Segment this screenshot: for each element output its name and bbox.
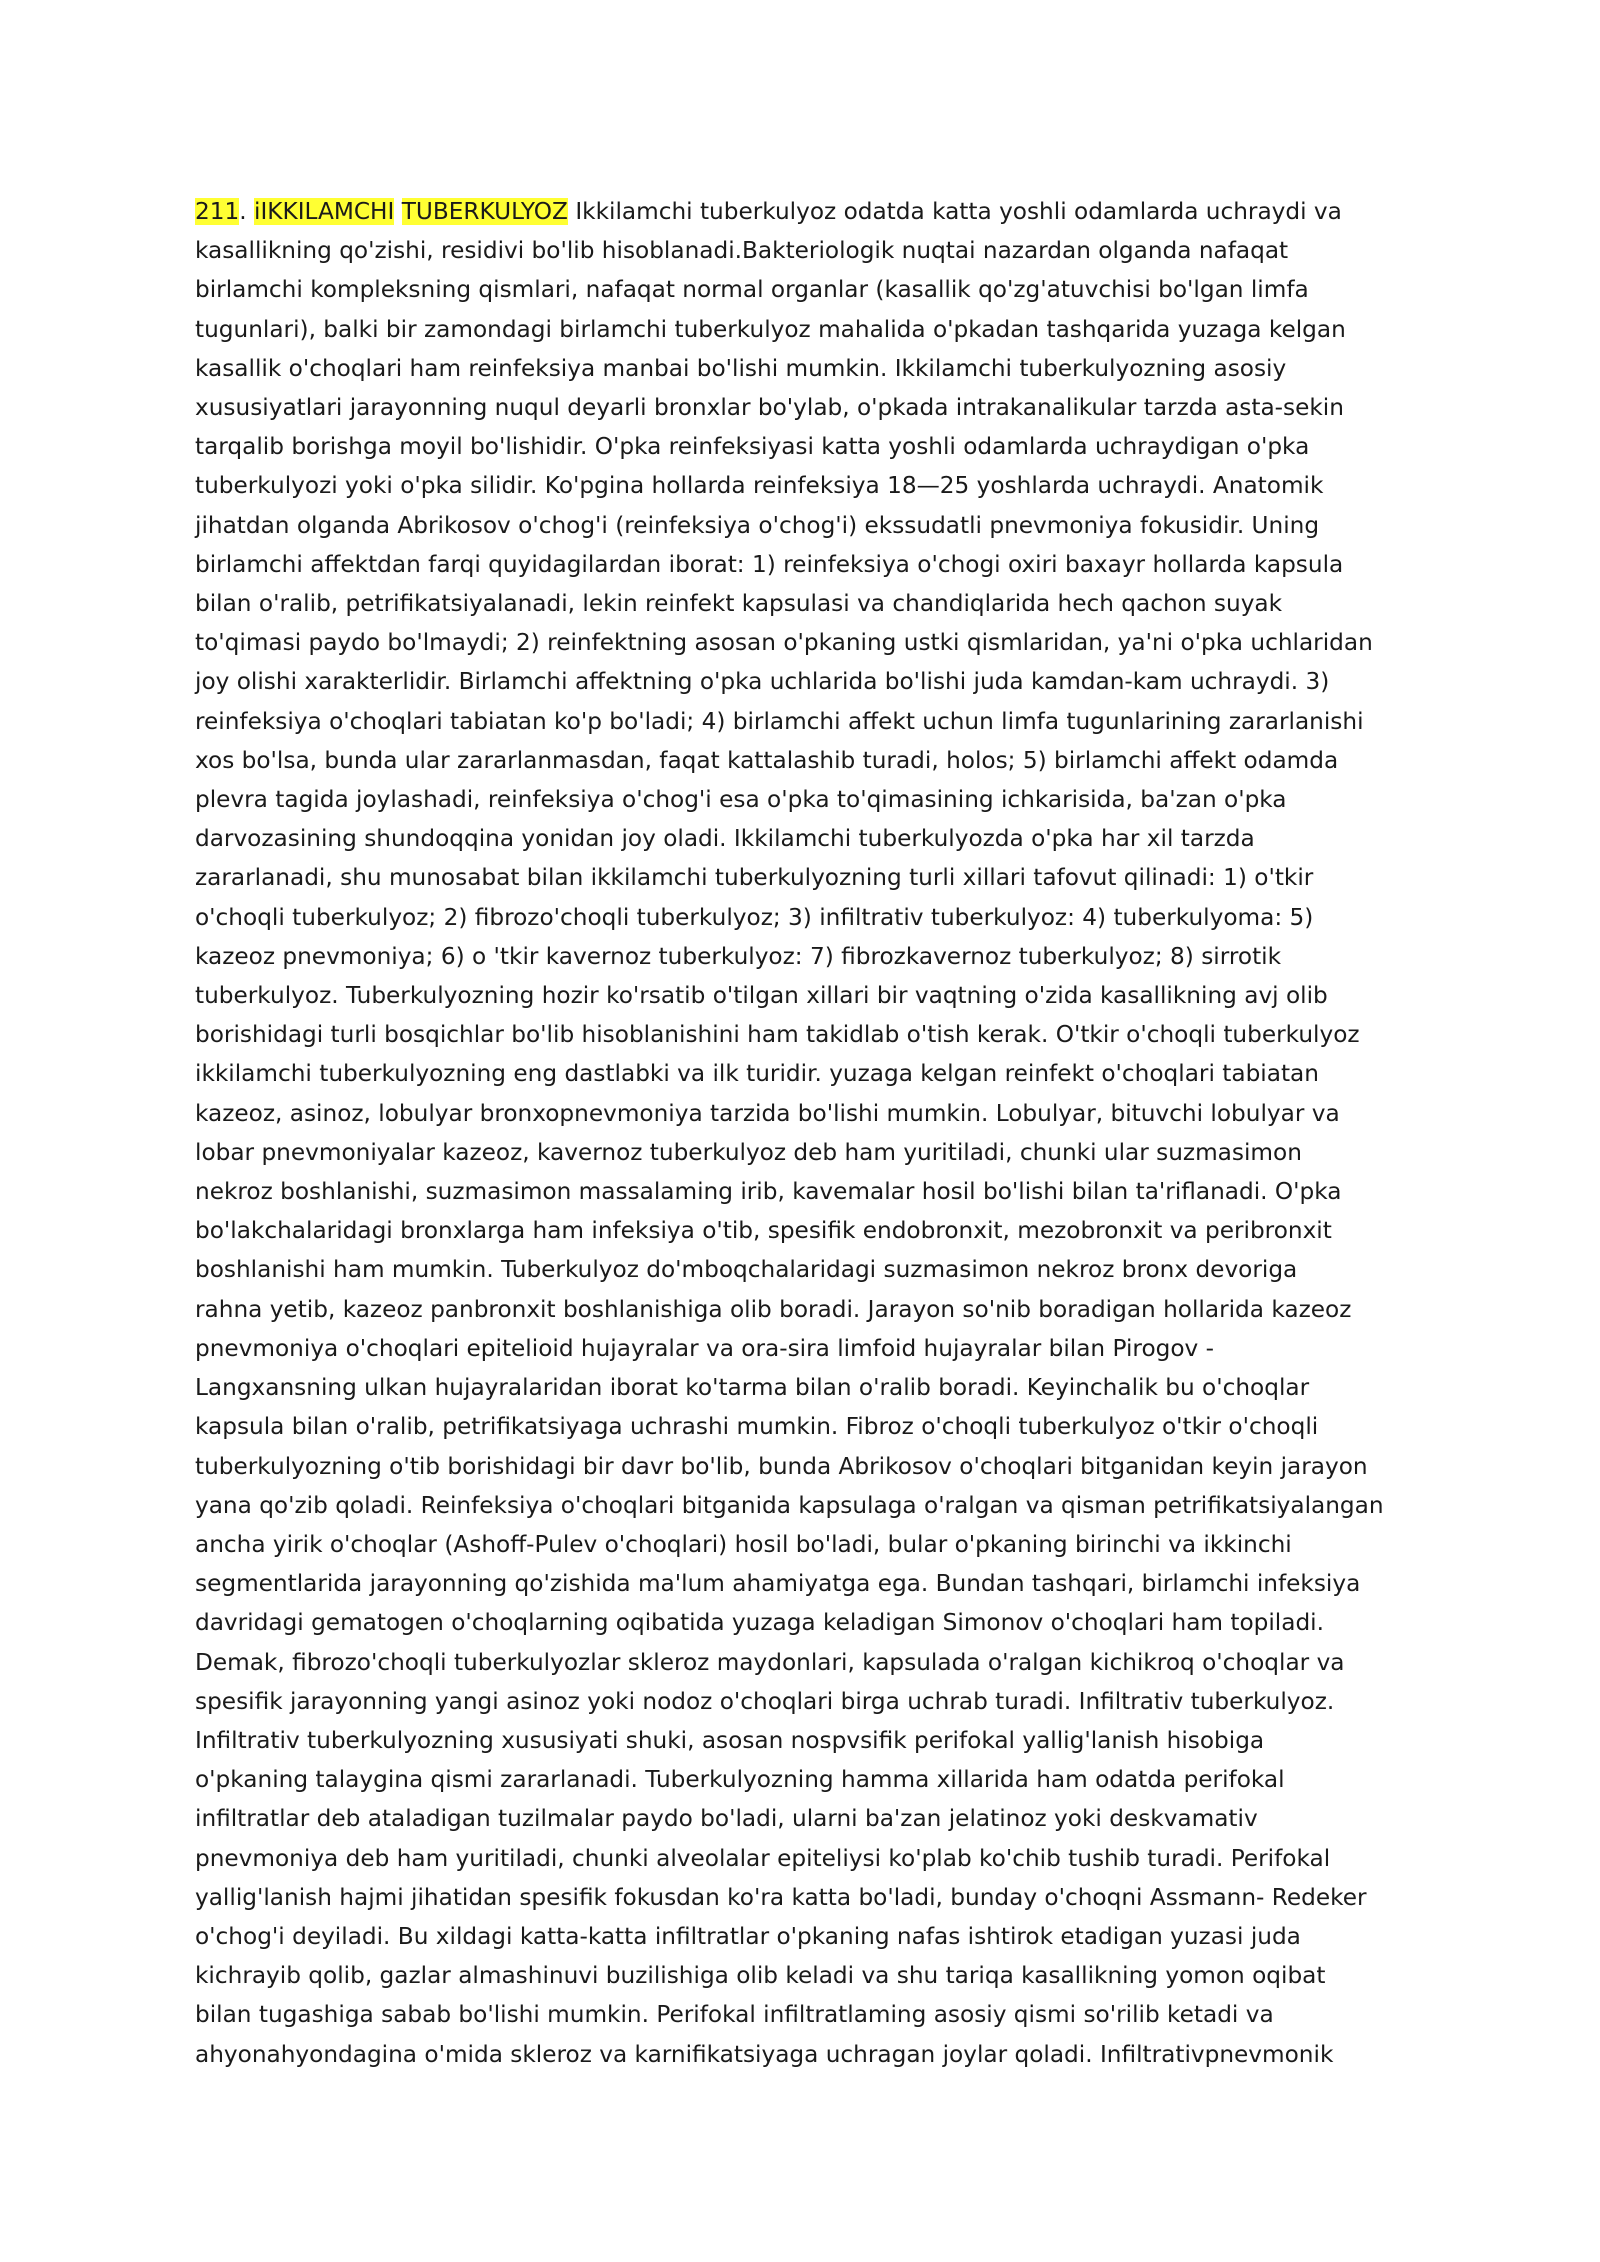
text-line: lobar pnevmoniyalar kazeoz, kavernoz tuberkulyoz deb ham yuritiladi, chunki ular suzmasimon — [195, 1138, 1302, 1166]
highlighted-heading-word-2: TUBERKULYOZ — [401, 198, 568, 225]
text-line: o'choqli tuberkulyoz; 2) fibrozo'choqli tuberkulyoz; 3) infiltrativ tuberkulyoz: 4) tuberkulyoma: 5) — [195, 903, 1314, 931]
paragraph-lines — [195, 198, 1384, 2068]
text-line: birlamchi affektdan farqi quyidagilardan iborat: 1) reinfeksiya o'chogi oxiri baxayr hollarda kapsula — [195, 550, 1344, 578]
highlighted-number: 211 — [195, 198, 240, 225]
text-line: ahyonahyondagina o'mida skleroz va karnifikatsiyaga uchragan joylar qoladi. Infiltrativpnevmonik — [195, 2040, 1334, 2068]
text-line: joy olishi xarakterlidir. Birlamchi affektning o'pka uchlarida bo'lishi juda kamdan-kam uchraydi. 3) — [195, 668, 1330, 696]
text-line: plevra tagida joylashadi, reinfeksiya o'chog'i esa o'pka to'qimasining ichkarisida, ba'zan o'pka — [195, 786, 1287, 814]
text-line: o'pkaning talaygina qismi zararlanadi. Tuberkulyozning hamma xillarida ham odatda perifokal — [195, 1766, 1285, 1794]
text-line: ancha yirik o'choqlar (Ashoff-Pulev o'choqlari) hosil bo'ladi, bular o'pkaning birinchi va ikkinchi — [195, 1530, 1292, 1558]
text-line: pnevmoniya deb ham yuritiladi, chunki alveolalar epiteliysi ko'plab ko'chib tushib turadi. Perifokal — [195, 1844, 1331, 1872]
text-line: to'qimasi paydo bo'lmaydi; 2) reinfektning asosan o'pkaning ustki qismlaridan, ya'ni o'pka uchlaridan — [195, 629, 1373, 657]
text-line: rahna yetib, kazeoz panbronxit boshlanishiga olib boradi. Jarayon so'nib boradigan hollarida kazeoz — [195, 1295, 1352, 1323]
text-line: o'chog'i deyiladi. Bu xildagi katta-katta infiltratlar o'pkaning nafas ishtirok etadigan yuzasi juda — [195, 1922, 1301, 1950]
text-line: bilan tugashiga sabab bo'lishi mumkin. Perifokal infiltratlaming asosiy qismi so'rilib ketadi va — [195, 2001, 1274, 2029]
text-line: kasallik o'choqlari ham reinfeksiya manbai bo'lishi mumkin. Ikkilamchi tuberkulyozning asosiy — [195, 354, 1287, 382]
text-line: tuberkulyozi yoki o'pka silidir. Ko'pgina hollarda reinfeksiya 18—25 yoshlarda uchraydi. Anatomik — [195, 472, 1324, 500]
body-paragraph: 211. iIKKILAMCHI TUBERKULYOZ Ikkilamchi tuberkulyoz odatda katta yoshli odamlarda uchraydi va kasallikning qo'zishi, residivi bo'lib hisoblanadi.Bakteriologik nuqtai nazardan olganda nafaqat birlamchi kompleksning qismlari, nafaqat normal organlar (kasallik qo'zg'atuvchisi bo'lgan limfa tugunlari), balki bir zamondagi birlamchi tuberkulyoz mahalida o'pkadan tashqarida yuzaga kelgan kasallik o'choqlari ham reinfeksiya manbai bo'lishi mumkin. Ikkilamchi tuberkulyozning asosiy xususiyatlari jarayonning nuqul deyarli bronxlar bo'ylab, o'pkada intrakanalikular tarzda asta-sekin tarqalib borishga moyil bo'lishidir. O'pka reinfeksiyasi katta yoshli odamlarda uchraydigan o'pka tuberkulyozi yoki o'pka silidir. Ko'pgina hollarda reinfeksiya 18—25 yoshlarda uchraydi. Anatomik jihatdan olganda Abrikosov o'chog'i (reinfeksiya o'chog'i) ekssudatli pnevmoniya fokusidir. Uning birlamchi affektdan farqi quyidagilardan iborat: 1) reinfeksiya o'chogi oxiri baxayr hollarda kapsula bilan o'ralib, petrifikatsiyalanadi, lekin reinfekt kapsulasi va chandiqlarida hech qachon suyak to'qimasi paydo bo'lmaydi; 2) reinfektning asosan o'pkaning ustki qismlaridan, ya'ni o'pka uchlaridan joy olishi xarakterlidir. Birlamchi affektning o'pka uchlarida bo'lishi juda kamdan-kam uchraydi. 3) reinfeksiya o'choqlari tabiatan ko'p bo'ladi; 4) birlamchi affekt uchun limfa tugunlarining zararlanishi xos bo'lsa, bunda ular zararlanmasdan, faqat kattalashib turadi, holos; 5) birlamchi affekt odamda plevra tagida joylashadi, reinfeksiya o'chog'i esa o'pka to'qimasining ichkarisida, ba'zan o'pka darvozasining shundoqqina yonidan joy oladi. Ikkilamchi tuberkulyozda o'pka har xil tarzda zararlanadi, shu munosabat bilan ikkilamchi tuberkulyozning turli xillari tafovut qilinadi: 1) o'tkir o'choqli tuberkulyoz; 2) fibrozo'choqli tuberkulyoz; 3) infiltrativ tuberkulyoz: 4) tuberkulyoma: 5) kazeoz pnevmoniya; 6) o 'tkir kavernoz tuberkulyoz: 7) fibrozkavernoz tuberkulyoz; 8) sirrotik tuberkulyoz. Tuberkulyozning hozir ko'rsatib o'tilgan xillari bir vaqtning o'zida kasallikning avj olib borishidagi turli bosqichlar bo'lib hisoblanishini ham takidlab o'tish kerak. O'tkir o'choqli tuberkulyoz ikkilamchi tuberkulyozning eng dastlabki va ilk turidir. yuzaga kelgan reinfekt o'choqlari tabiatan kazeoz, asinoz, lobulyar bronxopnevmoniya tarzida bo'lishi mumkin. Lobulyar, bituvchi lobulyar va lobar pnevmoniyalar kazeoz, kavernoz tuberkulyoz deb ham yuritiladi, chunki ular suzmasimon nekroz boshlanishi, suzmasimon massalaming irib, kavemalar hosil bo'lishi bilan ta'riflanadi. O'pka bo'lakchalaridagi bronxlarga ham infeksiya o'tib, spesifik endobronxit, mezobronxit va peribronxit boshlanishi ham mumkin. Tuberkulyoz do'mboqchalaridagi suzmasimon nekroz bronx devoriga rahna yetib, kazeoz panbronxit boshlanishiga olib boradi. Jarayon so'nib boradigan hollarida kazeoz pnevmoniya o'choqlari epitelioid hujayralar va ora-sira limfoid hujayralar bilan Pirogov - Langxansning ulkan hujayralaridan iborat ko'tarma bilan o'ralib boradi. Keyinchalik bu o'choqlar kapsula bilan o'ralib, petrifikatsiyaga uchrashi mumkin. Fibroz o'choqli tuberkulyoz o'tkir o'choqli tuberkulyozning o'tib borishidagi bir davr bo'lib, bunda Abrikosov o'choqlari bitganidan keyin jarayon yana qo'zib qoladi. Reinfeksiya o'choqlari bitganida kapsulaga o'ralgan va qisman petrifikatsiyalangan ancha yirik o'choqlar (Ashoff-Pulev o'choqlari) hosil bo'ladi, bular o'pkaning birinchi va ikkinchi segmentlarida jarayonning qo'zishida ma'lum ahamiyatga ega. Bundan tashqari, birlamchi infeksiya davridagi gematogen o'choqlarning oqibatida yuzaga keladigan Simonov o'choqlari ham topiladi. Demak, fibrozo'choqli tuberkulyozlar skleroz maydonlari, kapsulada o'ralgan kichikroq o'choqlar va spesifik jarayonning yangi asinoz yoki nodoz o'choqlari birga uchrab turadi. Infiltrativ tuberkulyoz. Infiltrativ tuberkulyozning xususiyati shuki, asosan nospvsifik perifokal yallig'lanish hisobiga o'pkaning talaygina qismi zararlanadi. Tuberkulyozning hamma xillarida ham odatda perifokal infiltratlar deb ataladigan tuzilmalar paydo bo'ladi, ularni ba'zan jelatinoz yoki deskvamativ pnevmoniya deb ham yuritiladi, chunki alveolalar epiteliysi ko'plab ko'chib tushib turadi. Perifokal yallig'lanish hajmi jihatidan spesifik fokusdan ko'ra katta bo'ladi, bunday o'choqni Assmann- Redeker o'chog'i deyiladi. Bu xildagi katta-katta infiltratlar o'pkaning nafas ishtirok etadigan yuzasi juda kichrayib qolib, gazlar almashinuvi buzilishiga olib keladi va shu tariqa kasallikning yomon oqibat bilan tugashiga sabab bo'lishi mumkin. Perifokal infiltratlaming asosiy qismi so'rilib ketadi va ahyonahyondagina o'mida skleroz va karnifikatsiyaga uchragan joylar qoladi. Infiltrativpnevmonik — [195, 198, 1384, 2068]
text-line: darvozasining shundoqqina yonidan joy oladi. Ikkilamchi tuberkulyozda o'pka har xil tarzda — [195, 825, 1255, 853]
text-line: ikkilamchi tuberkulyozning eng dastlabki va ilk turidir. yuzaga kelgan reinfekt o'choqlari tabiatan — [195, 1060, 1319, 1088]
text-line: segmentlarida jarayonning qo'zishida ma'lum ahamiyatga ega. Bundan tashqari, birlamchi infeksiya — [195, 1570, 1361, 1598]
text-line: spesifik jarayonning yangi asinoz yoki nodoz o'choqlari birga uchrab turadi. Infiltrativ tuberkulyoz. — [195, 1687, 1335, 1715]
text-line: yana qo'zib qoladi. Reinfeksiya o'choqlari bitganida kapsulaga o'ralgan va qisman petrifikatsiyalangan — [195, 1491, 1384, 1519]
text-line: kichrayib qolib, gazlar almashinuvi buzilishiga olib keladi va shu tariqa kasallikning yomon oqibat — [195, 1962, 1326, 1990]
text-line: bilan o'ralib, petrifikatsiyalanadi, lekin reinfekt kapsulasi va chandiqlarida hech qachon suyak — [195, 590, 1283, 618]
text-line: tarqalib borishga moyil bo'lishidir. O'pka reinfeksiyasi katta yoshli odamlarda uchraydigan o'pka — [195, 433, 1310, 461]
text-line: xususiyatlari jarayonning nuqul deyarli bronxlar bo'ylab, o'pkada intrakanalikular tarzda asta-sekin — [195, 394, 1344, 422]
text-line: xos bo'lsa, bunda ular zararlanmasdan, faqat kattalashib turadi, holos; 5) birlamchi affekt odamda — [195, 746, 1339, 774]
text-line: jihatdan olganda Abrikosov o'chog'i (reinfeksiya o'chog'i) ekssudatli pnevmoniya fokusidir. Uning — [195, 511, 1320, 539]
text-line: birlamchi kompleksning qismlari, nafaqat normal organlar (kasallik qo'zg'atuvchisi bo'lgan limfa — [195, 276, 1309, 304]
text-line: Infiltrativ tuberkulyozning xususiyati shuki, asosan nospvsifik perifokal yallig'lanish hisobiga — [195, 1726, 1265, 1754]
text-line: infiltratlar deb ataladigan tuzilmalar paydo bo'ladi, ularni ba'zan jelatinoz yoki deskvamativ — [195, 1805, 1258, 1833]
text-line: tuberkulyozning o'tib borishidagi bir davr bo'lib, bunda Abrikosov o'choqlari bitganidan keyin jarayon — [195, 1452, 1368, 1480]
text-line: tuberkulyoz. Tuberkulyozning hozir ko'rsatib o'tilgan xillari bir vaqtning o'zida kasallikning avj olib — [195, 982, 1328, 1010]
text-line: Demak, fibrozo'choqli tuberkulyozlar skleroz maydonlari, kapsulada o'ralgan kichikroq o'choqlar va — [195, 1648, 1345, 1676]
text-line: borishidagi turli bosqichlar bo'lib hisoblanishini ham takidlab o'tish kerak. O'tkir o'choqli tuberkulyoz — [195, 1021, 1360, 1049]
text-line: kazeoz pnevmoniya; 6) o 'tkir kavernoz tuberkulyoz: 7) fibrozkavernoz tuberkulyoz; 8) sirrotik — [195, 942, 1282, 970]
text-line: tugunlari), balki bir zamondagi birlamchi tuberkulyoz mahalida o'pkadan tashqarida yuzaga kelgan — [195, 315, 1346, 343]
text-line: kapsula bilan o'ralib, petrifikatsiyaga uchrashi mumkin. Fibroz o'choqli tuberkulyoz o'tkir o'choqli — [195, 1413, 1319, 1441]
text-line: pnevmoniya o'choqlari epitelioid hujayralar va ora-sira limfoid hujayralar bilan Pirogov - — [195, 1334, 1214, 1362]
highlighted-heading-word-1: iIKKILAMCHI — [254, 198, 395, 225]
text-line: nekroz boshlanishi, suzmasimon massalaming irib, kavemalar hosil bo'lishi bilan ta'riflanadi. O'pka — [195, 1178, 1342, 1206]
text-line: boshlanishi ham mumkin. Tuberkulyoz do'mboqchalaridagi suzmasimon nekroz bronx devoriga — [195, 1256, 1298, 1284]
text-line: kasallikning qo'zishi, residivi bo'lib hisoblanadi.Bakteriologik nuqtai nazardan olganda nafaqat — [195, 237, 1289, 265]
text-line: davridagi gematogen o'choqlarning oqibatida yuzaga keladigan Simonov o'choqlari ham topiladi. — [195, 1609, 1324, 1637]
text-line: kazeoz, asinoz, lobulyar bronxopnevmoniya tarzida bo'lishi mumkin. Lobulyar, bituvchi lobulyar va — [195, 1099, 1340, 1127]
text-line: yallig'lanish hajmi jihatidan spesifik fokusdan ko'ra katta bo'ladi, bunday o'choqni Assmann- Redeker — [195, 1883, 1367, 1911]
text-line: zararlanadi, shu munosabat bilan ikkilamchi tuberkulyozning turli xillari tafovut qilinadi: 1) o'tkir — [195, 864, 1314, 892]
text-line: Ikkilamchi tuberkulyoz odatda katta yoshli odamlarda uchraydi va — [575, 198, 1342, 225]
text-line: Langxansning ulkan hujayralaridan iborat ko'tarma bilan o'ralib boradi. Keyinchalik bu o'choqlar — [195, 1374, 1310, 1402]
text-line: reinfeksiya o'choqlari tabiatan ko'p bo'ladi; 4) birlamchi affekt uchun limfa tugunlarining zararlanishi — [195, 707, 1364, 735]
text-line: bo'lakchalaridagi bronxlarga ham infeksiya o'tib, spesifik endobronxit, mezobronxit va peribronxit — [195, 1217, 1332, 1245]
